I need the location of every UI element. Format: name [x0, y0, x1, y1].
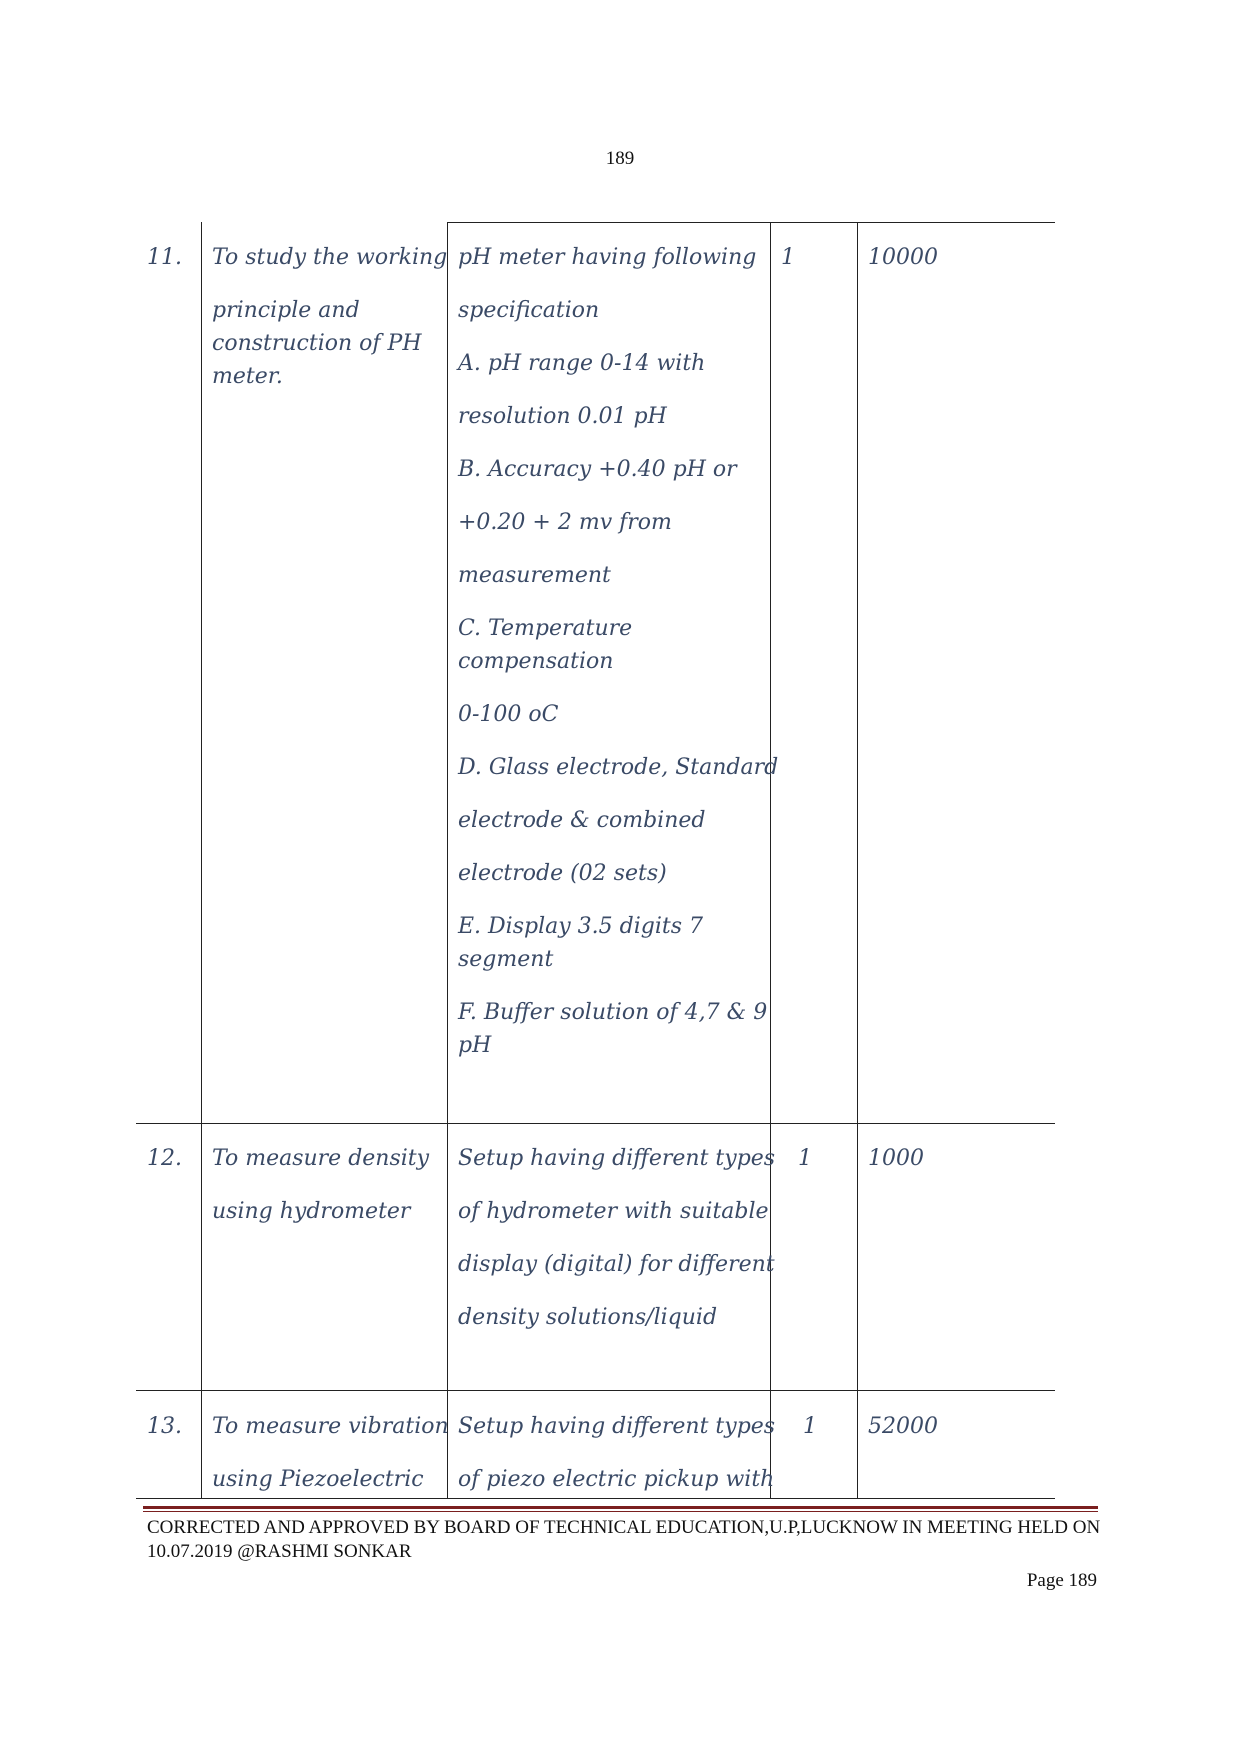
spec-line: density solutions/liquid: [458, 1305, 718, 1330]
footer-page-label: Page 189: [1026, 1570, 1097, 1591]
experiment-cell: [212, 1142, 429, 1228]
spec-line: segment: [458, 947, 554, 972]
experiment-line: To measure vibration: [212, 1414, 449, 1439]
experiment-line: construction of PH: [212, 331, 422, 356]
spec-line: Setup having different types: [458, 1146, 776, 1171]
spec-line: display (digital) for different: [458, 1252, 775, 1277]
spec-line: D. Glass electrode, Standard: [458, 755, 779, 780]
spec-line: specification: [458, 298, 600, 323]
table-row-divider-1: [136, 1123, 1055, 1124]
spec-line: 0-100 oC: [458, 702, 559, 727]
footer-approval-text: [147, 1516, 1107, 1564]
table-col-divider-2: [447, 222, 448, 1499]
table-row-divider-2: [136, 1390, 1055, 1391]
spec-line: pH: [458, 1033, 492, 1058]
footer-rule-top: [143, 1506, 1098, 1509]
cost-cell: 10000: [868, 245, 938, 270]
spec-line: measurement: [458, 563, 611, 588]
experiment-cell: [212, 241, 447, 393]
table-col-divider-4: [857, 222, 858, 1499]
spec-line: pH meter having following: [458, 245, 757, 270]
spec-line: A. pH range 0-14 with: [458, 351, 706, 376]
quantity-cell: 1: [803, 1414, 817, 1439]
row-serial-number: 12.: [147, 1146, 182, 1171]
row-serial-number: 11.: [147, 245, 182, 270]
spec-line: F. Buffer solution of 4,7 & 9: [458, 1000, 768, 1025]
spec-line: electrode (02 sets): [458, 861, 667, 886]
experiment-line: To measure density: [212, 1146, 430, 1171]
cost-cell: 1000: [868, 1146, 924, 1171]
table-col-divider-1: [201, 222, 202, 1499]
experiment-line: using hydrometer: [212, 1199, 411, 1224]
specification-cell: [458, 241, 778, 1062]
specification-cell: [458, 1410, 775, 1496]
spec-line: +0.20 + 2 mv from: [458, 510, 672, 535]
footer-line-1: CORRECTED AND APPROVED BY BOARD OF TECHNICAL EDUCATION,U.P,LUCKNOW IN MEETING HELD ON: [147, 1517, 1101, 1538]
footer-line-2: 10.07.2019 @RASHMI SONKAR: [147, 1541, 412, 1562]
spec-line: C. Temperature: [458, 616, 633, 641]
experiment-line: using Piezoelectric: [212, 1467, 424, 1492]
specification-cell: [458, 1142, 775, 1334]
row-serial-number: 13.: [147, 1414, 182, 1439]
spec-line: compensation: [458, 649, 614, 674]
quantity-cell: 1: [798, 1146, 812, 1171]
cost-cell: 52000: [868, 1414, 938, 1439]
page-number: 189: [605, 148, 635, 169]
spec-line: of piezo electric pickup with: [458, 1467, 775, 1492]
experiment-line: To study the working: [212, 245, 448, 270]
spec-line: of hydrometer with suitable: [458, 1199, 769, 1224]
spec-line: Setup having different types: [458, 1414, 776, 1439]
table-top-border: [447, 222, 1055, 223]
table-bottom-border: [136, 1498, 1055, 1499]
spec-line: B. Accuracy +0.40 pH or: [458, 457, 737, 482]
spec-line: E. Display 3.5 digits 7: [458, 914, 704, 939]
spec-line: resolution 0.01 pH: [458, 404, 667, 429]
footer-rule-bottom: [143, 1511, 1098, 1512]
experiment-line: principle and: [212, 298, 360, 323]
experiment-line: meter.: [212, 364, 283, 389]
spec-line: electrode & combined: [458, 808, 706, 833]
experiment-cell: [212, 1410, 449, 1496]
quantity-cell: 1: [781, 245, 795, 270]
